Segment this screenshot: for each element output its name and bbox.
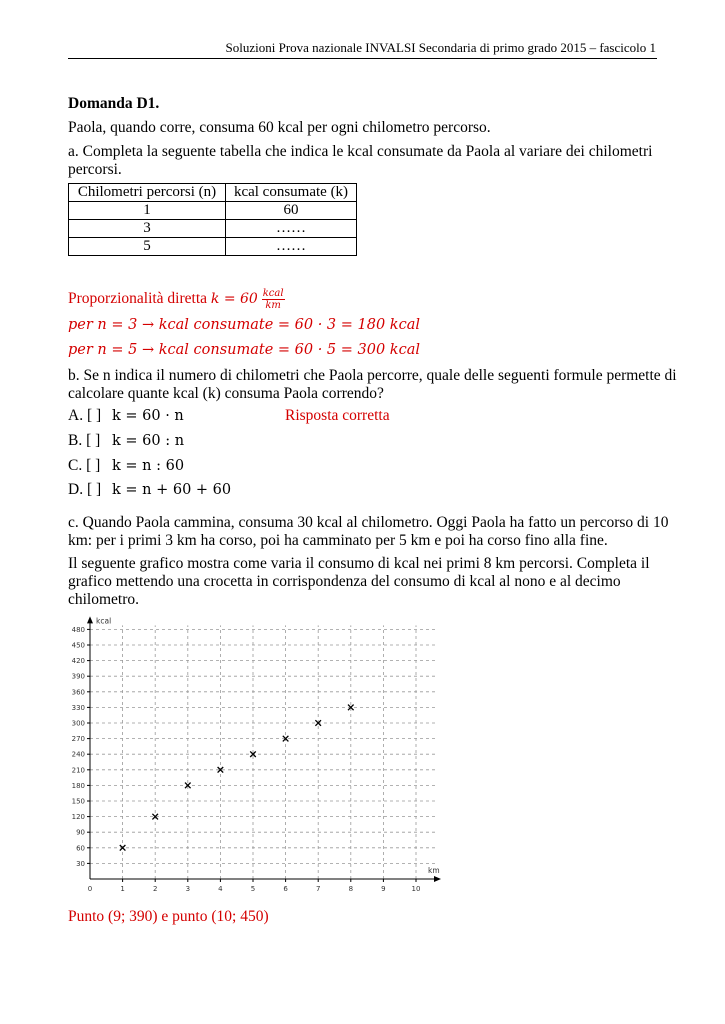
- x-tick-label: 9: [381, 885, 386, 893]
- y-axis-label: kcal: [96, 616, 112, 626]
- kcal-per-km-fraction: [262, 288, 285, 311]
- option-b-checkbox[interactable]: B. [ ]: [68, 432, 101, 449]
- fraction-denominator: km: [265, 300, 281, 311]
- x-tick-label: 6: [283, 885, 288, 893]
- part-a-text-1: a. Completa la seguente tabella che indica le kcal consumate da Paola al variare dei chilometri: [68, 143, 653, 160]
- x-tick-label: 3: [185, 885, 191, 893]
- table-cell: ……: [226, 220, 357, 238]
- y-tick-label: 360: [71, 688, 85, 697]
- y-tick-label: 480: [71, 625, 85, 634]
- y-tick-label: 330: [71, 703, 85, 712]
- solution-line-n5: per n = 5 → kcal consumate = 60 · 5 = 300 kcal: [68, 342, 420, 358]
- table-cell: 5: [69, 238, 226, 256]
- table-header-row: [69, 184, 357, 202]
- option-d[interactable]: [68, 481, 231, 499]
- correct-answer-note: Risposta corretta: [285, 407, 390, 424]
- option-b-formula: k = 60 : n: [112, 433, 185, 449]
- y-tick-label: 90: [76, 828, 85, 837]
- table-header-cell: Chilometri percorsi (n): [69, 184, 226, 202]
- part-c-text-3: Il seguente grafico mostra come varia il consumo di kcal nei primi 8 km percorsi. Completa il: [68, 555, 650, 572]
- kcal-km-chart: [68, 615, 448, 900]
- part-c-answer: Punto (9; 390) e punto (10; 450): [68, 908, 269, 925]
- solution-line-n3: per n = 3 → kcal consumate = 60 · 3 = 180 kcal: [68, 317, 420, 333]
- y-tick-label: 30: [76, 859, 85, 868]
- x-tick-label: 10: [411, 885, 421, 893]
- table-cell: ……: [226, 238, 357, 256]
- x-tick-label: 7: [315, 885, 321, 893]
- part-c-text-1: c. Quando Paola cammina, consuma 30 kcal al chilometro. Oggi Paola ha fatto un percorso di 10: [68, 514, 669, 531]
- y-tick-label: 300: [71, 719, 85, 728]
- y-tick-label: 180: [71, 781, 85, 790]
- question-intro: Paola, quando corre, consuma 60 kcal per ogni chilometro percorso.: [68, 119, 491, 136]
- part-b-text-2: calcolare quante kcal (k) consuma Paola correndo?: [68, 385, 384, 402]
- part-c-text-2: km: per i primi 3 km ha corso, poi ha camminato per 5 km e poi ha corso fino alla fine.: [68, 532, 608, 549]
- table-row: [69, 220, 357, 238]
- x-tick-label: 1: [120, 885, 125, 893]
- fraction-numerator: kcal: [262, 288, 284, 299]
- y-tick-label: 240: [71, 750, 85, 759]
- x-tick-label: 4: [218, 885, 223, 893]
- solution-label: Proporzionalità diretta: [68, 290, 208, 308]
- header-divider: [68, 58, 657, 59]
- y-tick-label: 270: [71, 735, 85, 744]
- option-b[interactable]: [68, 432, 184, 450]
- table-row: [69, 202, 357, 220]
- table-cell: 1: [69, 202, 226, 220]
- y-tick-label: 60: [76, 844, 85, 853]
- part-c-text-4: grafico mettendo una crocetta in corrispondenza del consumo di kcal al nono e al decimo: [68, 573, 621, 590]
- part-a-text-2: percorsi.: [68, 161, 122, 178]
- solution-k: k = 60: [210, 291, 258, 308]
- x-tick-label: 5: [250, 885, 256, 893]
- solution-proportionality: [68, 288, 285, 311]
- y-axis-arrow: [87, 616, 93, 623]
- y-tick-label: 210: [71, 766, 85, 775]
- table-header-cell: kcal consumate (k): [226, 184, 357, 202]
- option-a-formula: k = 60 · n: [112, 408, 184, 424]
- part-c-text-5: chilometro.: [68, 591, 140, 608]
- y-tick-label: 420: [71, 657, 85, 666]
- x-axis-arrow: [434, 876, 441, 882]
- table-row: [69, 238, 357, 256]
- y-tick-label: 150: [71, 797, 85, 806]
- kcal-table: [68, 183, 357, 256]
- question-title: Domanda D1.: [68, 95, 160, 112]
- option-c-checkbox[interactable]: C. [ ]: [68, 457, 101, 474]
- y-tick-label: 450: [71, 641, 85, 650]
- page-header: Soluzioni Prova nazionale INVALSI Secondaria di primo grado 2015 – fascicolo 1: [225, 40, 656, 55]
- x-axis-label: km: [428, 866, 440, 875]
- table-cell: 3: [69, 220, 226, 238]
- option-a[interactable]: [68, 407, 184, 425]
- x-tick-label: 8: [348, 885, 354, 893]
- option-c[interactable]: [68, 457, 184, 475]
- table-cell: 60: [226, 202, 357, 220]
- y-tick-label: 390: [71, 672, 85, 681]
- y-tick-label: 120: [71, 813, 85, 822]
- option-d-formula: k = n + 60 + 60: [112, 482, 232, 498]
- part-b-text-1: b. Se n indica il numero di chilometri che Paola percorre, quale delle seguenti formule permette di: [68, 367, 677, 384]
- option-a-checkbox[interactable]: A. [ ]: [68, 407, 102, 424]
- x-tick-label: 0: [87, 885, 93, 893]
- option-c-formula: k = n : 60: [112, 458, 185, 474]
- option-d-checkbox[interactable]: D. [ ]: [68, 481, 102, 498]
- x-tick-label: 2: [152, 885, 158, 893]
